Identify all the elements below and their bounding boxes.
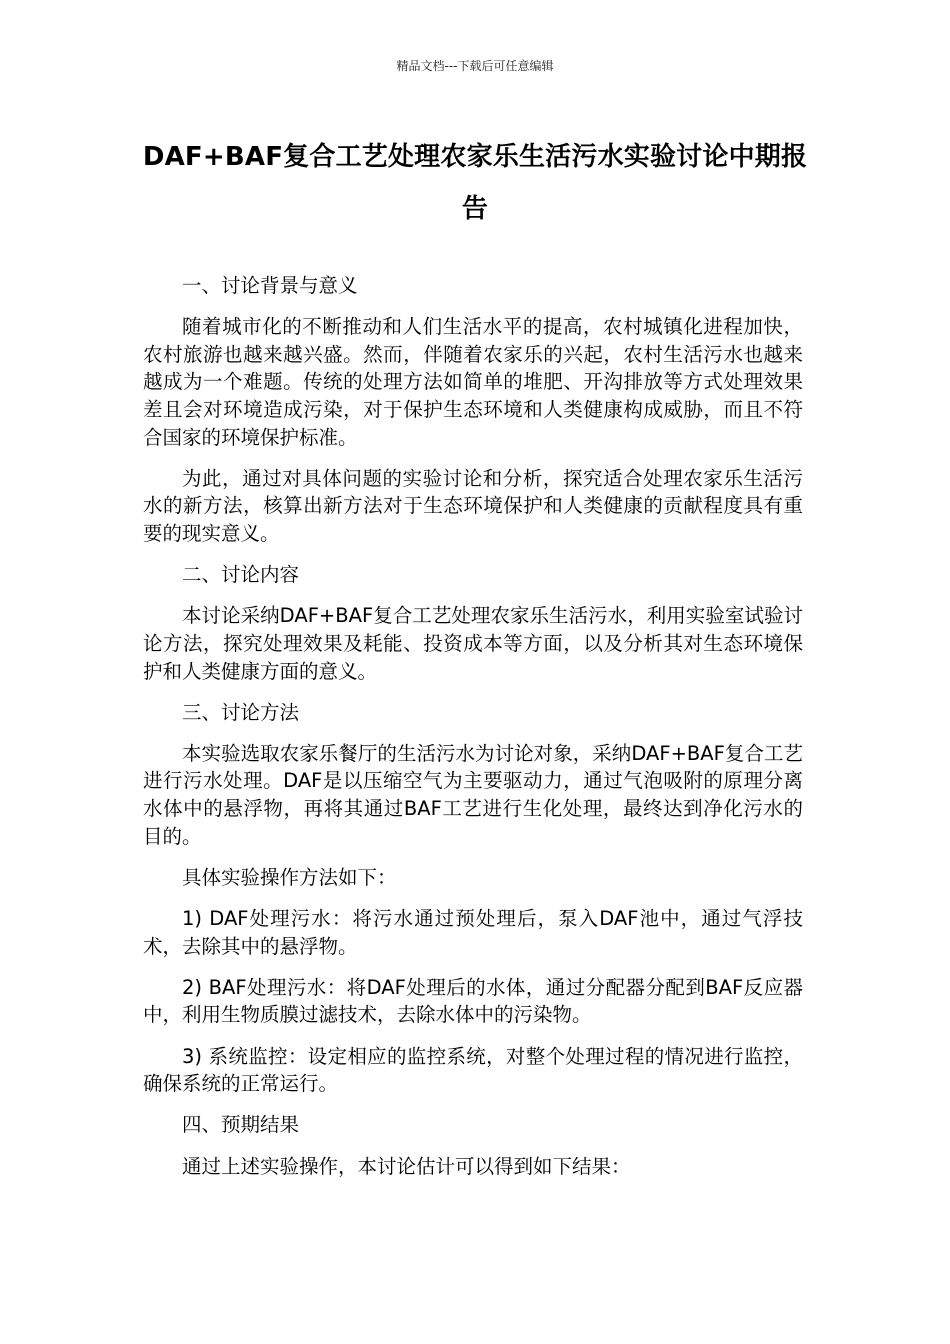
paragraph-background-1: 随着城市化的不断推动和人们生活水平的提高，农村城镇化进程加快，农村旅游也越来越兴盛。然而，伴随着农家乐的兴起，农村生活污水也越来越成为一个难题。传统的处理方法如简单的堆肥、开沟排放等方式处理效果差且会对环境造成污染，对于保护生态环境和人类健康构成威胁，而且不符合国家的环境保护标准。 bbox=[143, 315, 803, 449]
paragraph-step-1: 1) DAF处理污水：将污水通过预处理后，泵入DAF池中，通过气浮技术，去除其中的悬浮物。 bbox=[143, 907, 803, 958]
document-body bbox=[143, 272, 803, 1194]
paragraph-results: 通过上述实验操作，本讨论估计可以得到如下结果： bbox=[182, 1154, 631, 1178]
paragraph-step-3: 3) 系统监控：设定相应的监控系统，对整个处理过程的情况进行监控，确保系统的正常运行。 bbox=[143, 1044, 803, 1096]
page-header: 精品文档---下载后可任意编辑 bbox=[396, 59, 554, 73]
section-heading-background: 一、讨论背景与意义 bbox=[182, 274, 358, 297]
paragraph-content: 本讨论采纳DAF+BAF复合工艺处理农家乐生活污水，利用实验室试验讨论方法，探究处理效果及耗能、投资成本等方面，以及分析其对生态环境保护和人类健康方面的意义。 bbox=[143, 604, 803, 683]
paragraph-method: 本实验选取农家乐餐厅的生活污水为讨论对象，采纳DAF+BAF复合工艺进行污水处理。DAF是以压缩空气为主要驱动力，通过气泡吸附的原理分离水体中的悬浮物，再将其通过BAF工艺进行生化处理，最终达到净化污水的目的。 bbox=[143, 741, 803, 848]
section-heading-method: 三、讨论方法 bbox=[182, 700, 300, 724]
section-heading-results: 四、预期结果 bbox=[182, 1113, 300, 1137]
paragraph-steps-intro: 具体实验操作方法如下： bbox=[182, 865, 397, 889]
document-title: DAF+BAF复合工艺处理农家乐生活污水实验讨论中期报告 bbox=[142, 142, 808, 224]
paragraph-background-2: 为此，通过对具体问题的实验讨论和分析，探究适合处理农家乐生活污水的新方法，核算出新方法对于生态环境保护和人类健康的贡献程度具有重要的现实意义。 bbox=[143, 466, 803, 545]
paragraph-step-2: 2) BAF处理污水：将DAF处理后的水体，通过分配器分配到BAF反应器中，利用生物质膜过滤技术，去除水体中的污染物。 bbox=[143, 975, 803, 1027]
section-heading-content: 二、讨论内容 bbox=[182, 563, 300, 587]
